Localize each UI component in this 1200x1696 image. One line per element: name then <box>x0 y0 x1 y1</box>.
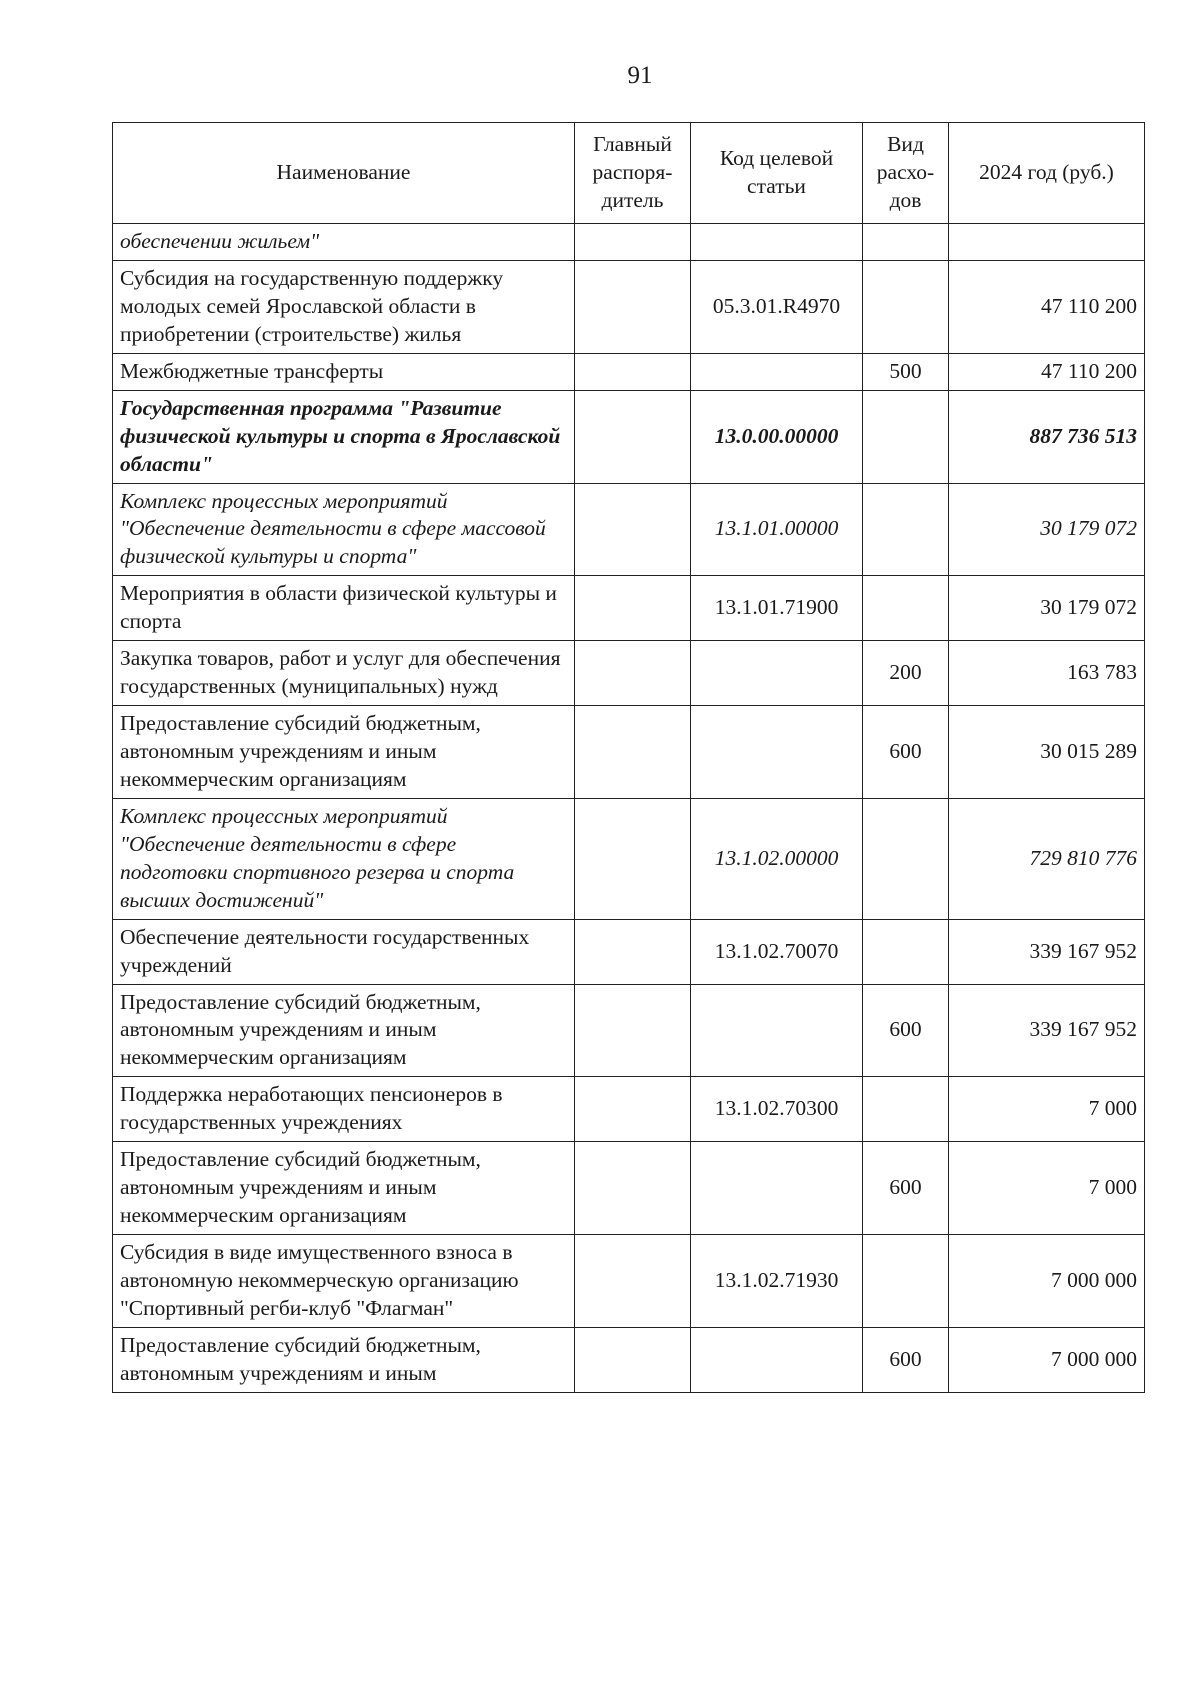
cell-manager <box>575 224 691 261</box>
cell-manager <box>575 1077 691 1142</box>
cell-kind <box>863 260 949 353</box>
cell-name: Предоставление субсидий бюджетным, автономным учреждениям и иным некоммерческим организациям <box>113 984 575 1077</box>
table-row <box>113 576 1145 641</box>
cell-name: Предоставление субсидий бюджетным, автономным учреждениям и иным некоммерческим организациям <box>113 706 575 799</box>
cell-manager <box>575 1327 691 1392</box>
cell-code <box>691 353 863 390</box>
cell-amount: 7 000 <box>949 1142 1145 1235</box>
cell-amount: 887 736 513 <box>949 390 1145 483</box>
cell-manager <box>575 353 691 390</box>
cell-kind <box>863 919 949 984</box>
cell-name: Мероприятия в области физической культуры и спорта <box>113 576 575 641</box>
cell-code <box>691 984 863 1077</box>
cell-amount: 47 110 200 <box>949 353 1145 390</box>
cell-manager <box>575 390 691 483</box>
cell-kind <box>863 483 949 576</box>
table-row <box>113 483 1145 576</box>
cell-amount: 30 015 289 <box>949 706 1145 799</box>
cell-kind: 200 <box>863 641 949 706</box>
cell-name: Субсидия на государственную поддержку молодых семей Ярославской области в приобретении (строительстве) жилья <box>113 260 575 353</box>
cell-kind <box>863 224 949 261</box>
cell-name: Субсидия в виде имущественного взноса в автономную некоммерческую организацию "Спортивный регби-клуб "Флагман" <box>113 1235 575 1328</box>
table-body <box>113 224 1145 1393</box>
cell-manager <box>575 706 691 799</box>
table-row <box>113 353 1145 390</box>
cell-code: 13.1.02.70070 <box>691 919 863 984</box>
table-row <box>113 1235 1145 1328</box>
cell-kind: 600 <box>863 1327 949 1392</box>
cell-name: Предоставление субсидий бюджетным, автономным учреждениям и иным <box>113 1327 575 1392</box>
header-amount: 2024 год (руб.) <box>949 123 1145 224</box>
header-kind: Вид расхо-дов <box>863 123 949 224</box>
header-code: Код целевой статьи <box>691 123 863 224</box>
cell-manager <box>575 483 691 576</box>
cell-name: обеспечении жильем" <box>113 224 575 261</box>
cell-name: Государственная программа "Развитие физической культуры и спорта в Ярославской области" <box>113 390 575 483</box>
page-number: 91 <box>627 62 653 89</box>
table-header-row <box>113 123 1145 224</box>
cell-amount: 30 179 072 <box>949 483 1145 576</box>
cell-kind: 500 <box>863 353 949 390</box>
cell-code <box>691 1142 863 1235</box>
cell-amount: 47 110 200 <box>949 260 1145 353</box>
table-row <box>113 798 1145 919</box>
cell-manager <box>575 984 691 1077</box>
cell-code: 13.0.00.00000 <box>691 390 863 483</box>
cell-code <box>691 1327 863 1392</box>
cell-manager <box>575 1235 691 1328</box>
table-row <box>113 641 1145 706</box>
cell-amount: 339 167 952 <box>949 919 1145 984</box>
table-row <box>113 260 1145 353</box>
table-row <box>113 1327 1145 1392</box>
table-row <box>113 224 1145 261</box>
table-row <box>113 1142 1145 1235</box>
cell-code: 13.1.01.00000 <box>691 483 863 576</box>
cell-manager <box>575 919 691 984</box>
cell-code: 13.1.02.71930 <box>691 1235 863 1328</box>
cell-name: Поддержка неработающих пенсионеров в государственных учреждениях <box>113 1077 575 1142</box>
cell-amount: 30 179 072 <box>949 576 1145 641</box>
cell-kind: 600 <box>863 1142 949 1235</box>
cell-kind <box>863 1235 949 1328</box>
cell-manager <box>575 641 691 706</box>
budget-table <box>112 122 1145 1393</box>
cell-amount: 339 167 952 <box>949 984 1145 1077</box>
cell-kind: 600 <box>863 706 949 799</box>
cell-code: 13.1.02.00000 <box>691 798 863 919</box>
cell-name: Комплекс процессных мероприятий "Обеспечение деятельности в сфере массовой физической культуры и спорта" <box>113 483 575 576</box>
cell-code: 13.1.01.71900 <box>691 576 863 641</box>
table-row <box>113 919 1145 984</box>
header-manager: Главный распоря-дитель <box>575 123 691 224</box>
cell-name: Комплекс процессных мероприятий "Обеспечение деятельности в сфере подготовки спортивного резерва и спорта высших достижений" <box>113 798 575 919</box>
cell-kind <box>863 1077 949 1142</box>
cell-manager <box>575 1142 691 1235</box>
cell-manager <box>575 798 691 919</box>
table-row <box>113 1077 1145 1142</box>
cell-kind <box>863 576 949 641</box>
cell-code <box>691 706 863 799</box>
cell-manager <box>575 260 691 353</box>
cell-manager <box>575 576 691 641</box>
cell-code: 13.1.02.70300 <box>691 1077 863 1142</box>
cell-amount: 163 783 <box>949 641 1145 706</box>
cell-amount: 7 000 000 <box>949 1235 1145 1328</box>
table-row <box>113 390 1145 483</box>
cell-code: 05.3.01.R4970 <box>691 260 863 353</box>
header-name: Наименование <box>113 123 575 224</box>
cell-kind: 600 <box>863 984 949 1077</box>
cell-amount: 7 000 000 <box>949 1327 1145 1392</box>
cell-code <box>691 641 863 706</box>
cell-kind <box>863 798 949 919</box>
cell-kind <box>863 390 949 483</box>
cell-code <box>691 224 863 261</box>
cell-name: Межбюджетные трансферты <box>113 353 575 390</box>
cell-amount: 729 810 776 <box>949 798 1145 919</box>
cell-name: Закупка товаров, работ и услуг для обеспечения государственных (муниципальных) нужд <box>113 641 575 706</box>
cell-name: Обеспечение деятельности государственных учреждений <box>113 919 575 984</box>
cell-amount: 7 000 <box>949 1077 1145 1142</box>
table-row <box>113 984 1145 1077</box>
cell-name: Предоставление субсидий бюджетным, автономным учреждениям и иным некоммерческим организациям <box>113 1142 575 1235</box>
cell-amount <box>949 224 1145 261</box>
table-row <box>113 706 1145 799</box>
